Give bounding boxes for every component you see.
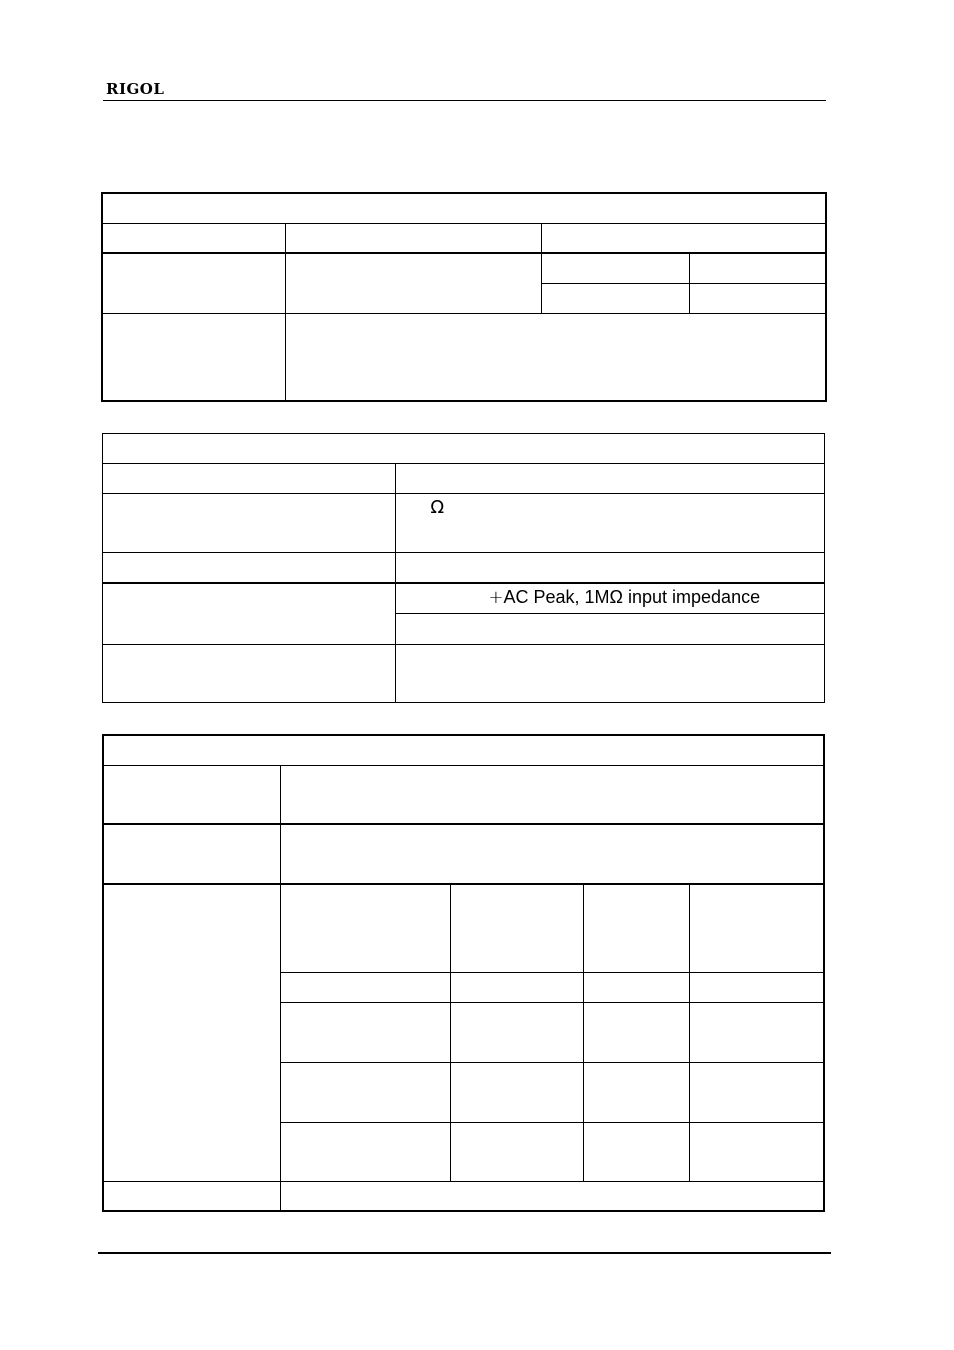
table2-cell xyxy=(396,645,825,703)
table2-cell xyxy=(396,614,825,645)
table2-cell xyxy=(103,494,396,553)
table3-cell xyxy=(280,1122,450,1181)
table3-cell xyxy=(450,1062,583,1122)
table2-ac-peak-cell xyxy=(396,583,825,614)
table3-cell xyxy=(280,1002,450,1062)
table3-cell xyxy=(280,824,824,884)
table3-cell xyxy=(689,1062,824,1122)
table3-cell xyxy=(583,1062,689,1122)
table3-subheader-cell xyxy=(450,884,583,972)
table3-cell xyxy=(103,765,280,824)
table2-cell xyxy=(103,583,396,645)
header-divider xyxy=(103,100,826,101)
ohm-symbol: Ω xyxy=(430,497,445,518)
table3-cell xyxy=(583,1002,689,1062)
table1-cell xyxy=(102,313,285,401)
table3-subheader-cell xyxy=(689,884,824,972)
table1-header-cell xyxy=(285,223,541,253)
table1-cell xyxy=(689,283,826,313)
table3-cell xyxy=(103,1181,280,1211)
table2-header-cell xyxy=(103,464,396,494)
table2-cell xyxy=(396,553,825,583)
table3-cell xyxy=(280,1181,824,1211)
table1-cell xyxy=(285,253,541,313)
table1-cell xyxy=(689,253,826,283)
table3-cell xyxy=(583,1122,689,1181)
table2-cell xyxy=(103,645,396,703)
table3-cell xyxy=(280,1062,450,1122)
table3-title-cell xyxy=(103,735,824,765)
table3-cell xyxy=(280,765,824,824)
table1-cell xyxy=(102,253,285,313)
footer-divider xyxy=(98,1252,831,1254)
spec-table-1 xyxy=(101,192,827,402)
brand-logo: RIGOL xyxy=(106,80,165,98)
spec-table-3 xyxy=(102,734,825,1212)
plus-sign: + xyxy=(488,586,504,608)
table3-cell xyxy=(689,972,824,1002)
table3-subheader-cell xyxy=(583,884,689,972)
table3-cell xyxy=(450,972,583,1002)
table3-cell xyxy=(450,1122,583,1181)
table3-cell xyxy=(450,1002,583,1062)
spec-table-2 xyxy=(102,433,825,703)
table3-cell xyxy=(103,824,280,884)
table3-subheader-cell xyxy=(280,884,450,972)
table2-header-cell xyxy=(396,464,825,494)
table3-cell xyxy=(689,1122,824,1181)
table2-impedance-cell xyxy=(396,494,825,553)
ac-peak-text: AC Peak, 1MΩ input impedance xyxy=(503,586,761,607)
table3-cell xyxy=(103,884,280,1181)
table1-cell xyxy=(285,313,826,401)
table2-cell xyxy=(103,553,396,583)
table3-cell xyxy=(583,972,689,1002)
table3-cell xyxy=(689,1002,824,1062)
table2-title-cell xyxy=(103,434,825,464)
table1-cell xyxy=(541,253,689,283)
table1-header-cell xyxy=(102,223,285,253)
table1-title-cell xyxy=(102,193,826,223)
table3-cell xyxy=(280,972,450,1002)
table1-header-cell xyxy=(541,223,826,253)
table1-cell xyxy=(541,283,689,313)
